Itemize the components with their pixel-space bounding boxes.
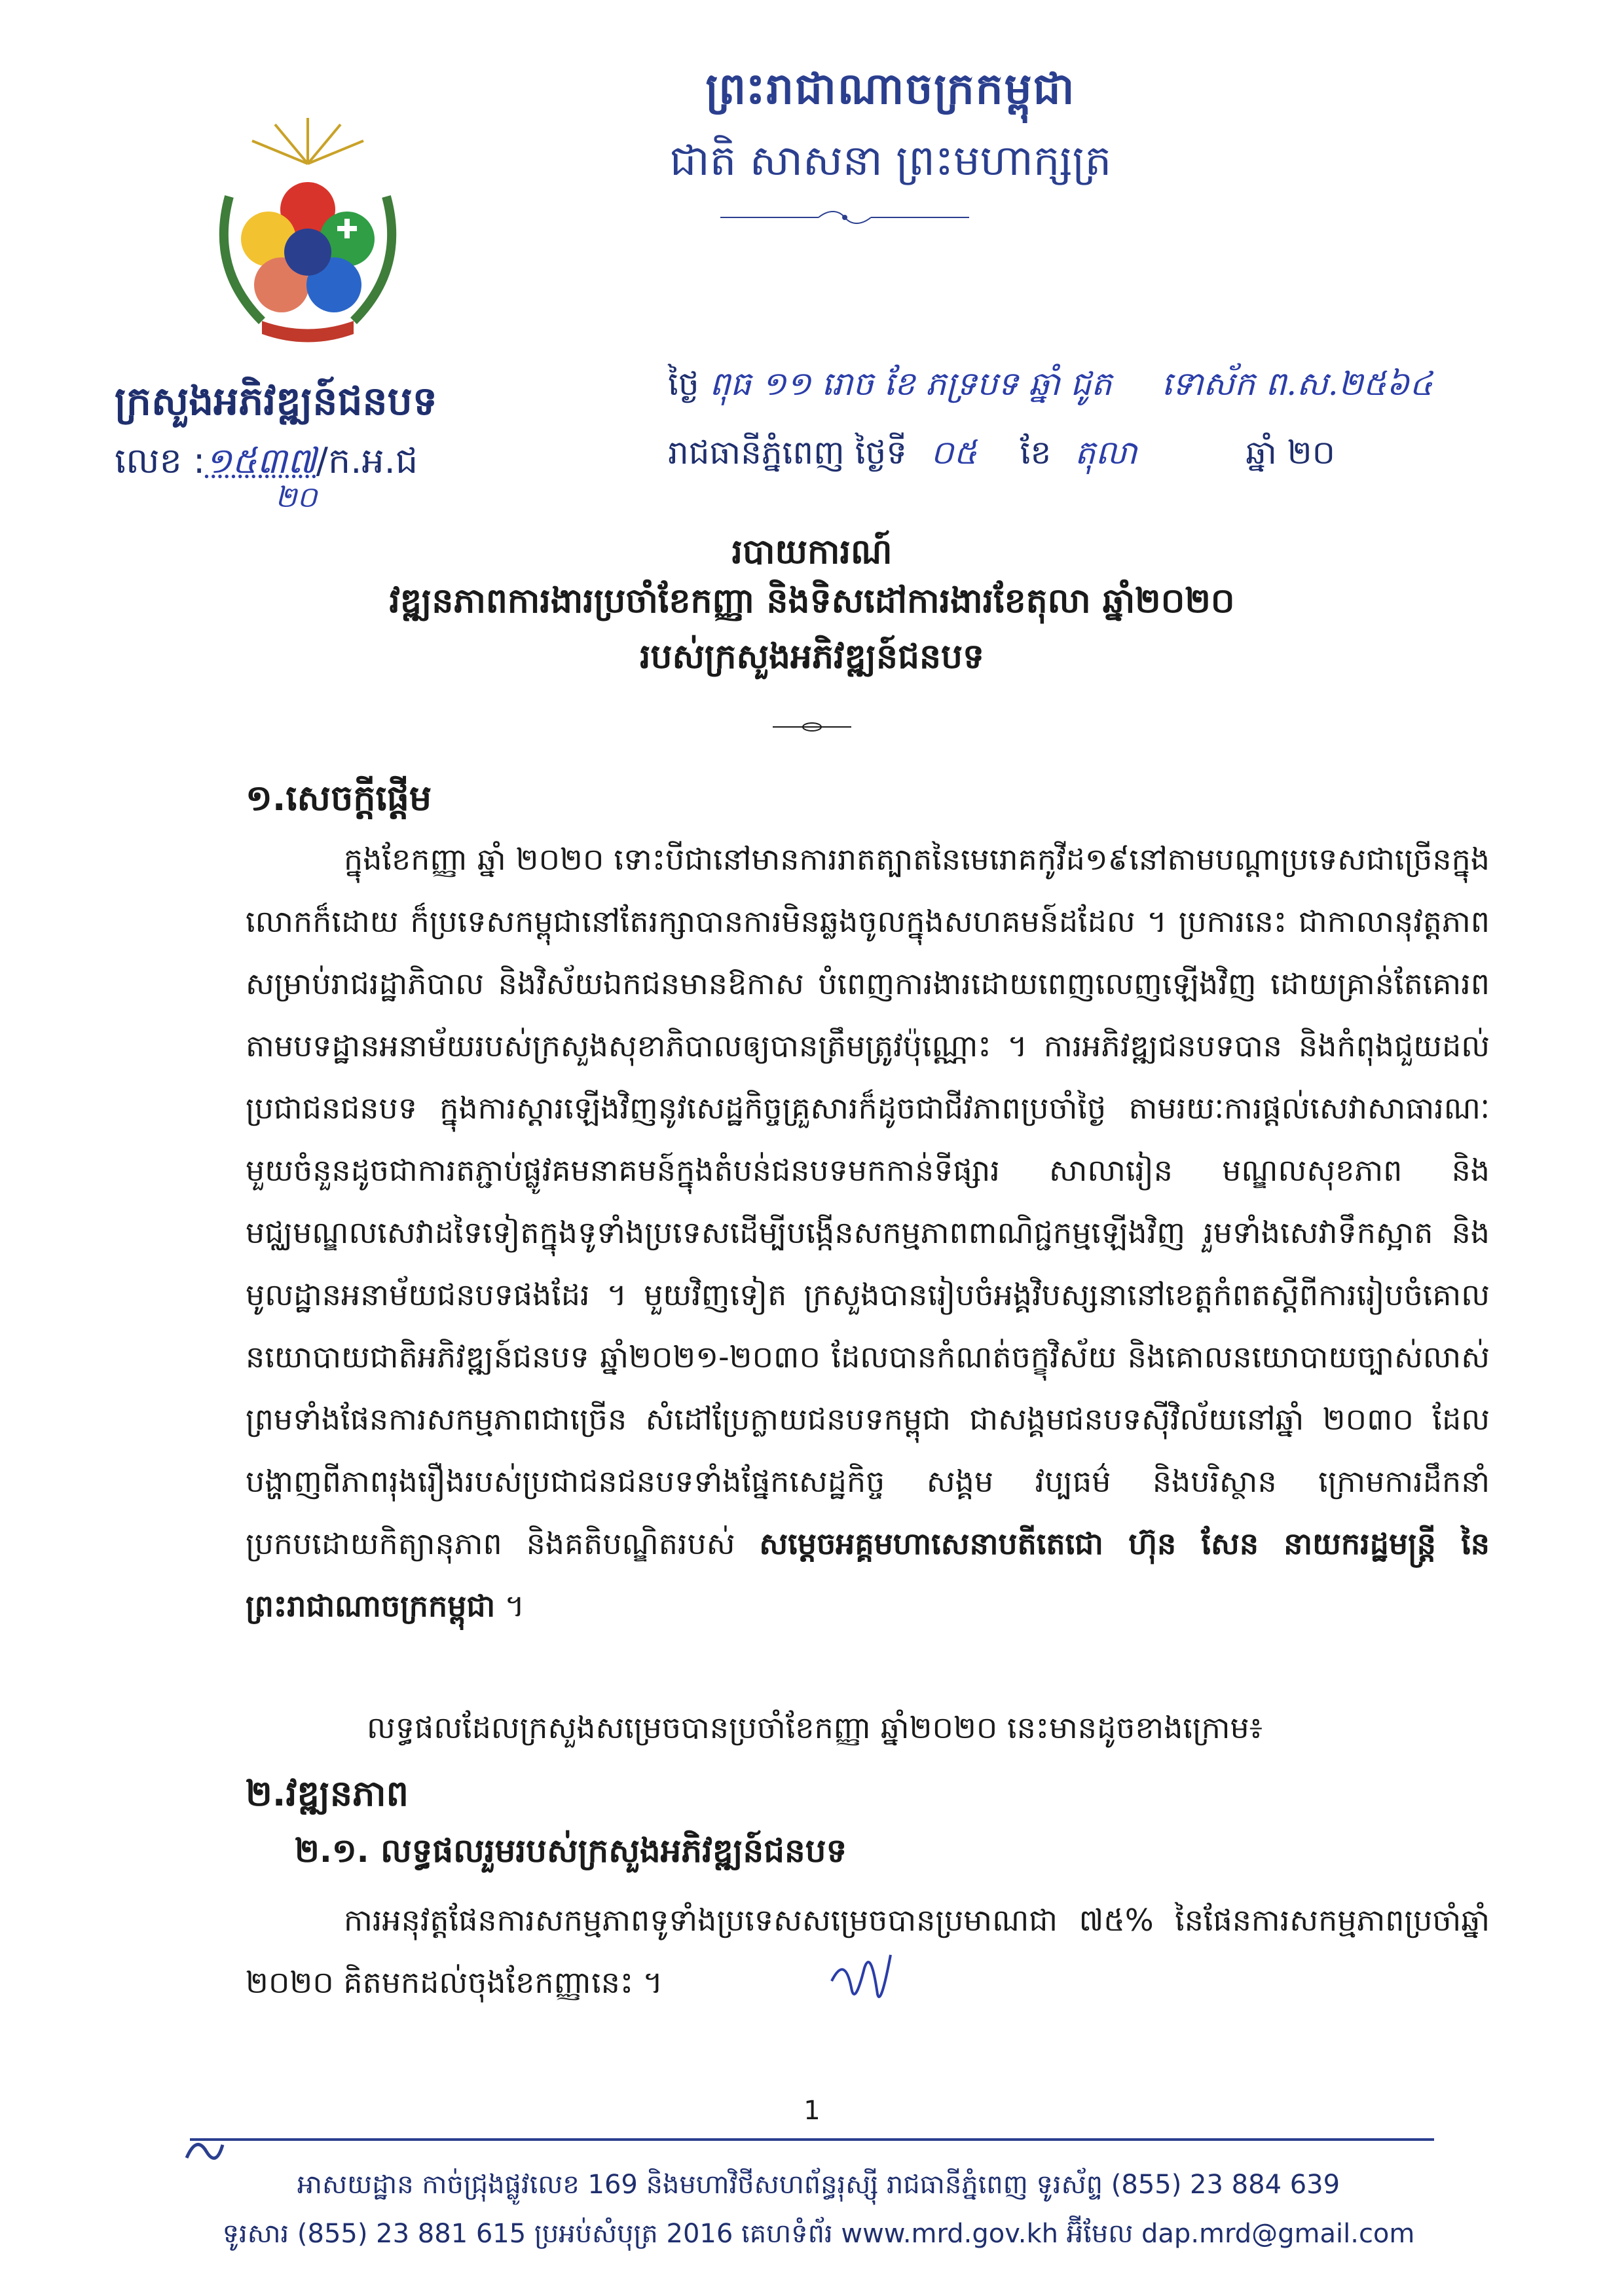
date-month: តុលា xyxy=(1075,434,1137,472)
footer-address: អាសយដ្ឋាន កាច់ជ្រុងផ្លូវលេខ 169 និងមហាវិថីសហព័ន្ធរុស្ស៊ី រាជធានីភ្នំពេញ ទូរស័ព្ទ (855) 23 884 639 xyxy=(297,2170,1340,2200)
section-1-body xyxy=(246,828,1490,1637)
lunar-era: ទោស័ក ព.ស.២៥៦៤ xyxy=(1161,365,1433,403)
place-prefix: រាជធានីភ្នំពេញ ថ្ងៃទី xyxy=(668,434,908,472)
ref-number: ១៥៣៧ xyxy=(205,440,316,481)
motto-heading: ជាតិ សាសនា ព្រះមហាក្សត្រ xyxy=(669,137,1112,185)
reference-number: លេខ :១៥៣៧/ក.អ.ជ ២០ xyxy=(115,439,521,491)
date-day: ០៥ xyxy=(930,434,977,472)
section-1-end: ។ xyxy=(504,1588,525,1623)
ornament-divider xyxy=(720,210,969,225)
year-label: ឆ្នាំ ២០ xyxy=(1246,434,1336,472)
kingdom-heading: ព្រះរាជាណាចក្រកម្ពុជា xyxy=(705,64,1076,114)
report-subtitle: វឌ្ឍនភាពការងារប្រចាំខែកញ្ញា និងទិសដៅការងារខែតុលា ឆ្នាំ២០២០ xyxy=(389,582,1235,621)
footer-contact: ទូរសារ (855) 23 881 615 ប្រអប់សំបុត្រ 2016 គេហទំព័រ www.mrd.gov.kh អ៊ីមែល dap.mrd@gmail.com xyxy=(222,2219,1415,2249)
lunar-prefix: ថ្ងៃ xyxy=(668,365,699,403)
section-1-bold-text: សម្តេចអគ្គមហាសេនាបតីតេជោ ហ៊ុន សែន នាយករដ្ឋមន្ត្រី នៃព្រះរាជាណាចក្រកម្ពុជា xyxy=(246,1526,1490,1623)
ref-year: ២០ xyxy=(275,481,318,514)
report-subtitle-ministry: របស់ក្រសួងអភិវឌ្ឍន៍ជនបទ xyxy=(639,637,985,677)
place-date xyxy=(668,432,1572,480)
section-2-1-text: ការអនុវត្តផែនការសកម្មភាពទូទាំងប្រទេសសម្រេចបានប្រមាណជា ៧៥% នៃផែនការសកម្មភាពប្រចាំឆ្នាំ ២០២០ គិតមកដល់ចុងខែកញ្ញានេះ ។ xyxy=(246,1902,1490,2000)
section-1-text: ក្នុងខែកញ្ញា ឆ្នាំ ២០២០ ទោះបីជានៅមានការរាតត្បាតនៃមេរោគកូវីដ១៩នៅតាមបណ្តាប្រទេសជាច្រើនក្នុងលោកក៏ដោយ ក៏ប្រទេសកម្ពុជានៅតែរក្សាបានការមិនឆ្លងចូលក្នុងសហគមន៍ដដែល ។ ប្រការនេះ ជាកាលានុវត្តភាពសម្រាប់រាជរដ្ឋាភិបាល និងវិស័យឯកជនមានឱកាស បំពេញការងារដោយពេញលេញឡើងវិញ ដោយគ្រាន់តែគោរពតាមបទដ្ឋានអនាម័យរបស់ក្រសួងសុខាភិបាលឲ្យបានត្រឹមត្រូវប៉ុណ្ណោះ ។ ការអភិវឌ្ឍជនបទបាន និងកំពុងជួយដល់ប្រជាជនជនបទ ក្នុងការស្តារឡើងវិញនូវសេដ្ឋកិច្ចគ្រួសារក៏ដូចជាជីវភាពប្រចាំថ្ងៃ តាមរយៈការផ្តល់សេវាសាធារណៈ មួយចំនួនដូចជាការតភ្ជាប់ផ្លូវគមនាគមន៍ក្នុងតំបន់ជនបទមកកាន់ទីផ្សារ សាលារៀន មណ្ឌលសុខភាព និងមជ្ឈមណ្ឌលសេវាដទៃទៀតក្នុងទូទាំងប្រទេសដើម្បីបង្កើនសកម្មភាពពាណិជ្ជកម្មឡើងវិញ រួមទាំងសេវាទឹកស្អាត និងមូលដ្ឋានអនាម័យជនបទផងដែរ ។ មួយវិញទៀត ក្រសួងបានរៀបចំអង្គវិបស្សនានៅខេត្តកំពតស្តីពីការរៀបចំគោលនយោបាយជាតិអភិវឌ្ឍន៍ជនបទ ឆ្នាំ២០២១-២០៣០ ដែលបានកំណត់ចក្ខុវិស័យ និងគោលនយោបាយច្បាស់លាស់ព្រមទាំងផែនការសកម្មភាពជាច្រើន សំដៅប្រែក្លាយជនបទកម្ពុជា ជាសង្គមជនបទស៊ីវិល័យនៅឆ្នាំ ២០៣០ ដែលបង្ហាញពីភាពរុងរឿងរបស់ប្រជាជនជនបទទាំងផ្នែកសេដ្ឋកិច្ច សង្គម វប្បធម៌ និងបរិស្ថាន ក្រោមការដឹកនាំប្រកបដោយកិត្យានុភាព និងគតិបណ្ឌិតរបស់ xyxy=(246,842,1490,1561)
lunar-handwritten: ពុធ ១១ រោច ខែ ភទ្របទ ឆ្នាំ ជូត xyxy=(709,365,1112,403)
results-intro: លទ្ធផលដែលក្រសួងសម្រេចបានប្រចាំខែកញ្ញា ឆ្នាំ២០២០ នេះមានដូចខាងក្រោម៖ xyxy=(367,1710,1263,1745)
report-title: របាយការណ៍ xyxy=(731,532,893,572)
lunar-date xyxy=(668,363,1572,411)
section-2-1-heading: ២.១. លទ្ធផលរួមរបស់ក្រសួងអភិវឌ្ឍន៍ជនបទ xyxy=(295,1832,847,1870)
ministry-name: ក្រសួងអភិវឌ្ឍន៍ជនបទ xyxy=(115,379,437,424)
ref-label: លេខ : xyxy=(115,440,206,481)
section-2-heading: ២.វឌ្ឍនភាព xyxy=(246,1773,409,1814)
ref-suffix: ក.អ.ជ xyxy=(327,440,418,481)
section-1-heading: ១.សេចក្តីផ្តើម xyxy=(246,777,432,819)
month-label: ខែ xyxy=(1020,434,1052,472)
ministry-logo xyxy=(190,105,426,354)
page-number: 1 xyxy=(803,2096,821,2126)
footer-rule xyxy=(190,2138,1434,2141)
footer-ornament-icon xyxy=(180,2132,226,2171)
initial-signature xyxy=(819,1942,897,2020)
title-ornament xyxy=(773,720,851,733)
